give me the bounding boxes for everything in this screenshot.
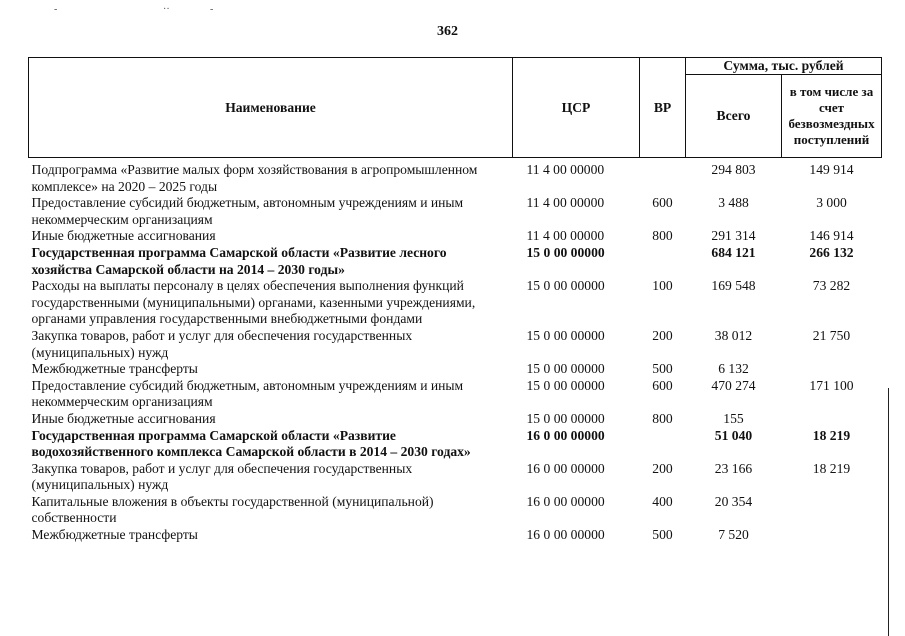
row-name: Межбюджетные трансферты — [31, 361, 198, 377]
row-name: Закупка товаров, работ и услуг для обеспечения государственных (муниципальных) нужд — [31, 460, 413, 493]
row-csr: 15 0 00 00000 — [526, 278, 605, 294]
row-csr: 11 4 00 00000 — [526, 228, 605, 244]
row-extra: 18 219 — [812, 460, 851, 476]
row-extra: 21 750 — [812, 327, 851, 343]
row-total: 6 132 — [718, 361, 749, 377]
row-total: 7 520 — [718, 527, 749, 543]
row-csr: 16 0 00 00000 — [526, 527, 605, 543]
table-row — [29, 411, 882, 428]
scan-artifact: - — [54, 4, 58, 15]
table-row — [29, 378, 882, 411]
row-name: Иные бюджетные ассигнования — [31, 410, 216, 426]
row-name: Государственная программа Самарской области «Развитие лесного хозяйства Самарской области на 2014 – 2030 годы» — [31, 244, 447, 277]
header-csr: ЦСР — [513, 58, 640, 158]
row-extra: 3 000 — [816, 195, 847, 211]
row-name: Расходы на выплаты персоналу в целях обеспечения выполнения функций государственными (муниципальными) органами, казенными учреждениями, органами управления государственными внебюджетными фондами — [31, 278, 476, 327]
row-total: 470 274 — [711, 377, 756, 393]
row-name: Капитальные вложения в объекты государственной (муниципальной) собственности — [31, 493, 434, 526]
row-total: 155 — [723, 410, 744, 426]
row-vr: 500 — [652, 361, 673, 377]
table-body — [29, 158, 882, 544]
header-extra: в том числе за счет безвозмездных поступлений — [782, 75, 882, 158]
header-sum-group: Сумма, тыс. рублей — [686, 58, 882, 75]
table-row — [29, 361, 882, 378]
row-vr — [640, 428, 686, 461]
row-vr: 600 — [652, 195, 673, 211]
row-total: 169 548 — [711, 278, 756, 294]
margin-rule — [888, 388, 889, 636]
page-number: 362 — [437, 24, 458, 39]
row-total: 51 040 — [714, 427, 753, 443]
scan-artifact: - — [210, 4, 214, 15]
header-name: Наименование — [29, 58, 513, 158]
row-vr: 100 — [652, 278, 673, 294]
row-csr: 16 0 00 00000 — [526, 427, 605, 443]
table-row — [29, 158, 882, 196]
row-name: Предоставление субсидий бюджетным, автономным учреждениям и иным некоммерческим организациям — [31, 195, 464, 227]
row-vr — [640, 245, 686, 278]
row-extra — [782, 361, 882, 378]
row-name: Иные бюджетные ассигнования — [31, 228, 216, 244]
row-name: Межбюджетные трансферты — [31, 527, 198, 543]
row-name: Предоставление субсидий бюджетным, автономным учреждениям и иным некоммерческим организациям — [31, 377, 464, 410]
row-name: Подпрограмма «Развитие малых форм хозяйствования в агропромышленном комплексе» на 2020 – 2025 годы — [31, 162, 478, 194]
row-vr: 800 — [652, 410, 673, 426]
row-name: Закупка товаров, работ и услуг для обеспечения государственных (муниципальных) нужд — [31, 327, 413, 360]
row-vr: 200 — [652, 327, 673, 343]
table-row — [29, 527, 882, 544]
row-extra: 171 100 — [809, 377, 854, 393]
table-row — [29, 245, 882, 278]
row-csr: 15 0 00 00000 — [526, 361, 605, 377]
budget-table — [28, 57, 882, 544]
row-vr: 200 — [652, 460, 673, 476]
scan-artifact: ·· — [163, 4, 170, 15]
row-total: 684 121 — [711, 244, 756, 260]
row-extra: 266 132 — [809, 244, 854, 260]
table-row — [29, 195, 882, 228]
row-total: 20 354 — [714, 493, 753, 509]
row-extra — [782, 527, 882, 544]
row-csr: 16 0 00 00000 — [526, 460, 605, 476]
row-csr: 15 0 00 00000 — [526, 244, 605, 260]
table-row — [29, 428, 882, 461]
row-csr: 15 0 00 00000 — [526, 327, 605, 343]
row-vr: 600 — [652, 377, 673, 393]
row-csr: 15 0 00 00000 — [526, 377, 605, 393]
row-vr: 800 — [652, 228, 673, 244]
row-total: 3 488 — [718, 195, 749, 211]
row-extra: 18 219 — [812, 427, 851, 443]
row-extra: 149 914 — [809, 162, 854, 177]
row-total: 38 012 — [714, 327, 753, 343]
header-total: Всего — [686, 75, 782, 158]
row-extra: 73 282 — [812, 278, 851, 294]
table-row — [29, 328, 882, 361]
row-vr — [640, 158, 686, 196]
table-row — [29, 461, 882, 494]
row-vr: 500 — [652, 527, 673, 543]
row-total: 291 314 — [711, 228, 756, 244]
row-total: 294 803 — [711, 162, 756, 177]
row-csr: 11 4 00 00000 — [526, 195, 605, 211]
row-name: Государственная программа Самарской области «Развитие водохозяйственного комплекса Самарской области в 2014 – 2030 годах» — [31, 427, 471, 460]
table-row — [29, 228, 882, 245]
header-vr: ВР — [640, 58, 686, 158]
row-extra — [782, 494, 882, 527]
table-row — [29, 494, 882, 527]
row-csr: 15 0 00 00000 — [526, 410, 605, 426]
row-vr: 400 — [652, 493, 673, 509]
table-row — [29, 278, 882, 328]
row-extra — [782, 411, 882, 428]
row-csr: 11 4 00 00000 — [526, 162, 605, 177]
row-extra: 146 914 — [809, 228, 854, 244]
row-total: 23 166 — [714, 460, 753, 476]
row-csr: 16 0 00 00000 — [526, 493, 605, 509]
